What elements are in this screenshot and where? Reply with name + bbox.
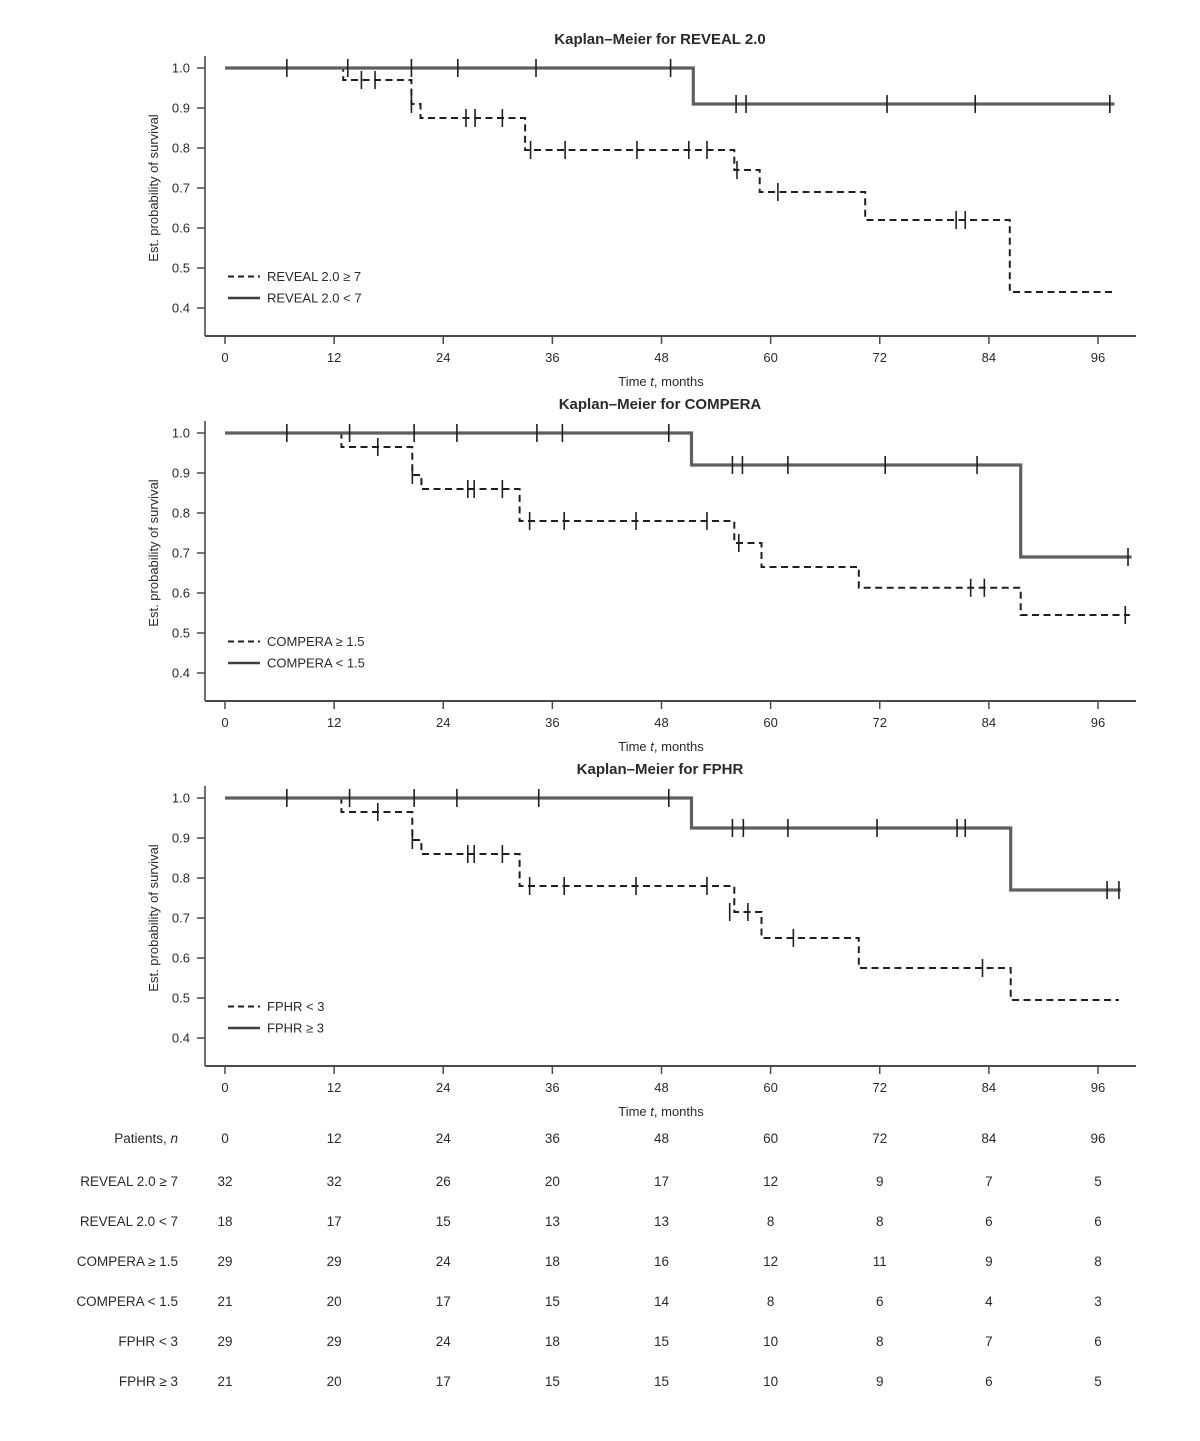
risk-value: 6 — [1094, 1334, 1102, 1349]
risk-value: 32 — [217, 1174, 233, 1189]
y-tick-label: 0.5 — [171, 990, 190, 1006]
y-axis-label: Est. probability of survival — [146, 114, 161, 262]
risk-table-time-point: 0 — [221, 1131, 229, 1146]
x-tick-label: 84 — [981, 715, 997, 730]
y-tick-label: 0.7 — [171, 545, 190, 561]
risk-value: 11 — [872, 1254, 887, 1269]
risk-value: 12 — [763, 1254, 779, 1269]
risk-value: 15 — [653, 1334, 670, 1349]
risk-value: 6 — [985, 1214, 993, 1229]
x-tick-label: 48 — [654, 350, 669, 365]
risk-value: 9 — [875, 1374, 884, 1389]
x-tick-label: 36 — [545, 715, 560, 730]
x-axis-label: Time t, months — [618, 1104, 704, 1119]
risk-table-time-point: 84 — [981, 1131, 997, 1146]
x-tick-label: 12 — [326, 715, 342, 730]
risk-value: 14 — [653, 1294, 670, 1309]
x-tick-label: 60 — [763, 350, 778, 365]
x-tick-label: 24 — [436, 715, 451, 730]
risk-value: 26 — [435, 1174, 451, 1189]
risk-value: 17 — [435, 1294, 451, 1309]
x-tick-label: 72 — [872, 1080, 887, 1095]
y-tick-label: 1.0 — [171, 790, 190, 806]
risk-value: 7 — [985, 1334, 993, 1349]
risk-value: 20 — [326, 1294, 342, 1309]
chart-title: Kaplan–Meier for COMPERA — [558, 396, 762, 413]
x-tick-label: 24 — [436, 350, 451, 365]
risk-value: 4 — [985, 1294, 993, 1309]
risk-value: 17 — [435, 1374, 451, 1389]
risk-value: 8 — [1094, 1254, 1102, 1269]
y-tick-label: 0.8 — [171, 505, 190, 521]
y-tick-label: 0.5 — [171, 260, 190, 276]
risk-row-label: COMPERA ≥ 1.5 — [76, 1254, 178, 1269]
risk-row-label: FPHR < 3 — [118, 1334, 178, 1349]
risk-value: 13 — [653, 1214, 670, 1229]
risk-value: 32 — [326, 1174, 342, 1189]
risk-value: 15 — [435, 1214, 451, 1229]
x-tick-label: 60 — [763, 1080, 778, 1095]
risk-row-label: REVEAL 2.0 < 7 — [79, 1214, 178, 1229]
y-tick-label: 0.7 — [171, 910, 190, 926]
risk-value: 6 — [875, 1294, 884, 1309]
legend-label: REVEAL 2.0 ≥ 7 — [267, 269, 362, 284]
risk-value: 13 — [544, 1214, 560, 1229]
risk-table-time-point: 96 — [1090, 1131, 1106, 1146]
risk-value: 16 — [653, 1254, 670, 1269]
x-tick-label: 72 — [872, 350, 887, 365]
y-tick-label: 0.6 — [171, 220, 190, 236]
risk-value: 24 — [435, 1334, 451, 1349]
y-axis-label: Est. probability of survival — [146, 479, 161, 627]
risk-value: 15 — [544, 1294, 560, 1309]
y-tick-label: 0.4 — [171, 300, 190, 316]
legend-label: FPHR ≥ 3 — [267, 1020, 324, 1036]
risk-value: 8 — [875, 1334, 884, 1349]
risk-value: 15 — [653, 1374, 670, 1389]
risk-table-time-point: 60 — [763, 1131, 779, 1146]
x-tick-label: 60 — [763, 715, 778, 730]
risk-value: 29 — [217, 1254, 233, 1269]
risk-value: 17 — [653, 1174, 670, 1189]
y-tick-label: 0.9 — [171, 465, 190, 481]
risk-value: 5 — [1094, 1374, 1102, 1389]
risk-value: 15 — [544, 1374, 560, 1389]
y-tick-label: 0.6 — [171, 585, 190, 601]
risk-value: 17 — [326, 1214, 342, 1229]
risk-row-label: COMPERA < 1.5 — [76, 1294, 178, 1309]
risk-table-header-label: Patients, n — [114, 1131, 178, 1146]
risk-table-time-point: 72 — [872, 1131, 888, 1146]
risk-value: 6 — [985, 1374, 993, 1389]
risk-value: 18 — [544, 1334, 560, 1349]
risk-value: 3 — [1094, 1294, 1102, 1309]
chart-title: Kaplan–Meier for FPHR — [576, 761, 744, 778]
y-axis-label: Est. probability of survival — [146, 844, 161, 992]
risk-table-time-point: 24 — [435, 1131, 451, 1146]
x-tick-label: 48 — [654, 715, 669, 730]
risk-value: 8 — [766, 1294, 775, 1309]
y-tick-label: 0.5 — [171, 625, 190, 641]
x-tick-label: 96 — [1090, 350, 1106, 365]
x-tick-label: 24 — [436, 1080, 451, 1095]
risk-row-label: FPHR ≥ 3 — [118, 1374, 178, 1389]
y-tick-label: 1.0 — [171, 60, 190, 76]
risk-value: 24 — [435, 1254, 451, 1269]
x-tick-label: 0 — [221, 350, 229, 365]
y-tick-label: 0.4 — [171, 1030, 190, 1046]
y-tick-label: 0.8 — [171, 870, 190, 886]
risk-value: 20 — [326, 1374, 342, 1389]
y-tick-label: 0.6 — [171, 950, 190, 966]
x-tick-label: 96 — [1090, 715, 1106, 730]
legend-label: FPHR < 3 — [267, 999, 325, 1014]
x-tick-label: 0 — [221, 1080, 229, 1095]
risk-table-time-point: 12 — [326, 1131, 342, 1146]
x-tick-label: 72 — [872, 715, 887, 730]
risk-value: 12 — [763, 1174, 779, 1189]
risk-value: 5 — [1094, 1174, 1102, 1189]
chart-title: Kaplan–Meier for REVEAL 2.0 — [554, 31, 766, 48]
risk-table-time-point: 36 — [544, 1131, 560, 1146]
y-tick-label: 0.4 — [171, 665, 190, 681]
risk-value: 29 — [326, 1334, 342, 1349]
x-tick-label: 96 — [1090, 1080, 1106, 1095]
x-axis-label: Time t, months — [618, 739, 704, 754]
risk-table-time-point: 48 — [653, 1131, 670, 1146]
risk-value: 8 — [766, 1214, 775, 1229]
y-tick-label: 0.9 — [171, 830, 190, 846]
y-tick-label: 0.9 — [171, 100, 190, 116]
legend-label: COMPERA ≥ 1.5 — [267, 634, 365, 649]
legend-label: COMPERA < 1.5 — [267, 655, 365, 671]
legend-label: REVEAL 2.0 < 7 — [267, 290, 362, 306]
risk-value: 20 — [544, 1174, 560, 1189]
x-tick-label: 12 — [326, 350, 342, 365]
risk-value: 10 — [763, 1374, 779, 1389]
y-tick-label: 0.8 — [171, 140, 190, 156]
risk-value: 8 — [875, 1214, 884, 1229]
x-tick-label: 48 — [654, 1080, 669, 1095]
risk-value: 9 — [875, 1174, 884, 1189]
x-tick-label: 12 — [326, 1080, 342, 1095]
x-tick-label: 0 — [221, 715, 229, 730]
risk-value: 29 — [217, 1334, 233, 1349]
risk-value: 7 — [985, 1174, 993, 1189]
risk-row-label: REVEAL 2.0 ≥ 7 — [80, 1174, 178, 1189]
x-tick-label: 36 — [545, 1080, 560, 1095]
risk-value: 18 — [544, 1254, 560, 1269]
y-tick-label: 0.7 — [171, 180, 190, 196]
x-tick-label: 36 — [545, 350, 560, 365]
risk-value: 6 — [1094, 1214, 1102, 1229]
risk-value: 29 — [326, 1254, 342, 1269]
risk-value: 10 — [763, 1334, 779, 1349]
risk-value: 9 — [985, 1254, 993, 1269]
x-axis-label: Time t, months — [618, 374, 704, 389]
y-tick-label: 1.0 — [171, 425, 190, 441]
risk-value: 18 — [217, 1214, 233, 1229]
x-tick-label: 84 — [981, 350, 997, 365]
x-tick-label: 84 — [981, 1080, 997, 1095]
risk-value: 21 — [217, 1374, 233, 1389]
risk-value: 21 — [217, 1294, 233, 1309]
